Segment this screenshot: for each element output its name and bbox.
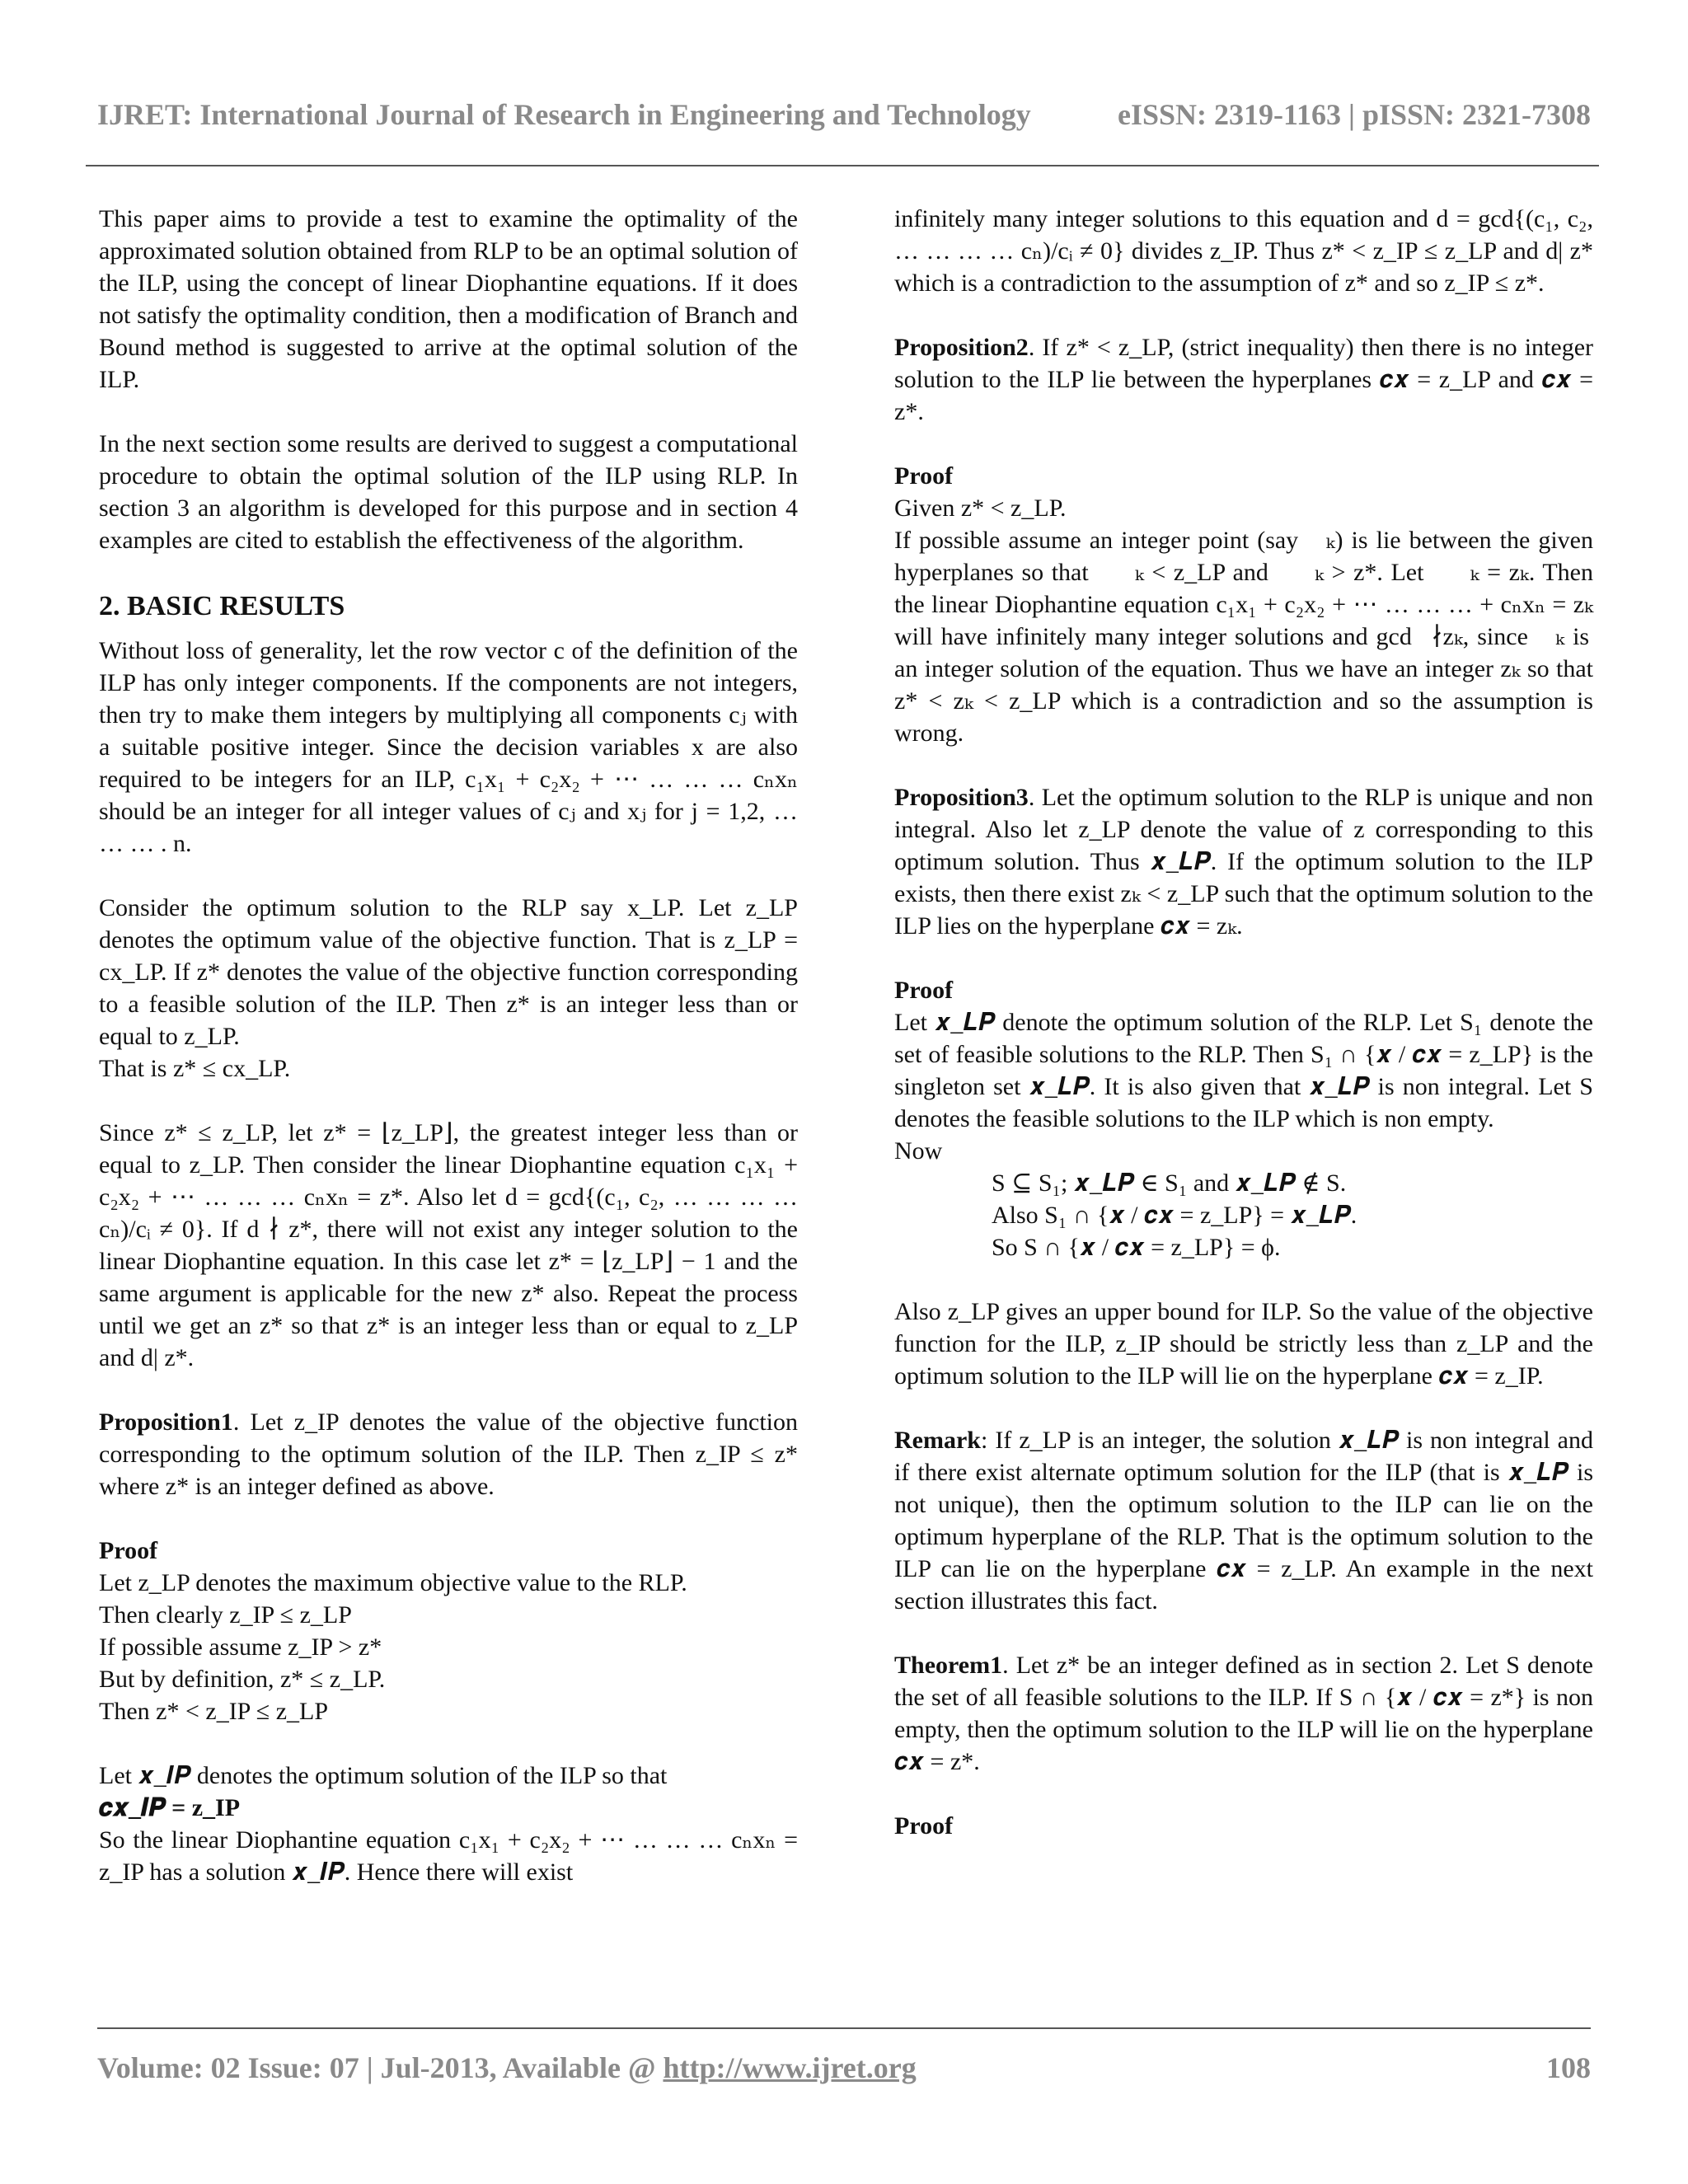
- proof-line: Then z* < z_IP ≤ z_LP: [99, 1698, 329, 1725]
- proof-2-body: [894, 492, 1593, 749]
- header-divider: [86, 165, 1599, 166]
- left-column: [99, 203, 798, 1888]
- paragraph-line: Consider the optimum solution to the RLP say x_LP. Let z_LP denotes the optimum value of the objective function. That is z_LP = cx_LP. If z* denotes the value of the objective function corresponding to a feasible solution of the ILP. Then z* is an integer less than or equal to z_LP.: [99, 894, 798, 1050]
- intro-paragraph: This paper aims to provide a test to examine the optimality of the approximated solution obtained from RLP to be an optimal solution of the ILP, using the concept of linear Diophantine equations. If it does not satisfy the optimality condition, then a modification of Branch and Bound method is suggested to arrive at the optimal solution of the ILP.: [99, 205, 798, 393]
- proposition-label: Proposition3: [894, 784, 1029, 811]
- proposition-text: . If z* < z_LP, (strict inequality) then there is no integer solution to the ILP lie between the hyperplanes 𝒄𝒙 = z_LP and 𝒄𝒙 = z*.: [894, 334, 1593, 425]
- proof-1-body: [99, 1567, 798, 1727]
- upper-bound-paragraph: Also z_LP gives an upper bound for ILP. So the value of the objective function for the ILP, z_IP should be strictly less than z_LP and the optimum solution to the ILP will lie on the hyperplane 𝒄𝒙 = z_IP.: [894, 1298, 1593, 1390]
- remark: [894, 1424, 1593, 1617]
- proof-line: If possible assume z_IP > z*: [99, 1633, 382, 1661]
- proof-heading: Proof: [894, 977, 954, 1004]
- optimum-solution-paragraph: [99, 892, 798, 1085]
- proof-line: So the linear Diophantine equation c₁x₁ + c₂x₂ + ⋯ … … … cₙxₙ = z_IP has a solution 𝒙_𝑰𝑷. Hence there will exist: [99, 1826, 798, 1886]
- volume-info: Volume: 02 Issue: 07 | Jul-2013, Available @: [97, 2051, 663, 2084]
- proof-heading: Proof: [894, 1812, 954, 1840]
- proof-line: Then clearly z_IP ≤ z_LP: [99, 1601, 352, 1629]
- section-heading: 2. BASIC RESULTS: [99, 591, 345, 621]
- theorem-label: Theorem1: [894, 1652, 1003, 1679]
- proof-3-body: [894, 1006, 1593, 1263]
- running-header: [97, 97, 1591, 132]
- theorem-text: . Let z* be an integer defined as in section 2. Let S denote the set of all feasible solutions to the ILP. If S ∩ {𝒙 / 𝒄𝒙 = z*} is non empty, then the optimum solution to the ILP will lie on the hyperplane 𝒄𝒙 = z*.: [894, 1652, 1593, 1775]
- proof-line: Let z_LP denotes the maximum objective value to the RLP.: [99, 1569, 687, 1596]
- proof-line: But by definition, z* ≤ z_LP.: [99, 1666, 386, 1693]
- proof-line: Let 𝒙_𝑳𝑷 denote the optimum solution of the RLP. Let S₁ denote the set of feasible solutions to the RLP. Then S₁ ∩ {𝒙 / 𝒄𝒙 = z_LP} is the singleton set 𝒙_𝑳𝑷. It is also given that 𝒙_𝑳𝑷 is non integral. Let S denotes the feasible solutions to the ILP which is non empty.: [894, 1009, 1593, 1132]
- proposition-text: . Let z_IP denotes the value of the objective function corresponding to the optimum solution of the ILP. Then z_IP ≤ z* where z* is an integer defined as above.: [99, 1408, 798, 1500]
- proof-line: 𝒄𝒙_𝑰𝑷 = z_IP: [99, 1794, 241, 1821]
- section-overview-paragraph: In the next section some results are derived to suggest a computational procedure to obtain the optimal solution of the ILP using RLP. In section 3 an algorithm is developed for this purpose and in section 4 examples are cited to establish the effectiveness of the algorithm.: [99, 430, 798, 554]
- proof-line: S ⊆ S₁; 𝒙_𝑳𝑷 ∈ S₁ and 𝒙_𝑳𝑷 ∉ S.: [992, 1169, 1347, 1197]
- remark-label: Remark: [894, 1427, 981, 1454]
- proof-line: Now: [894, 1137, 943, 1165]
- proof-1-continued: [99, 1760, 798, 1888]
- page-number: 108: [1546, 2051, 1591, 2084]
- proof-heading: Proof: [894, 462, 954, 490]
- proposition-text: . Let the optimum solution to the RLP is unique and non integral. Also let z_LP denote the value of z corresponding to this optimum solution. Thus 𝒙_𝑳𝑷. If the optimum solution to the ILP exists, then there exist zₖ < z_LP such that the optimum solution to the ILP lies on the hyperplane 𝒄𝒙 = zₖ.: [894, 784, 1593, 940]
- proposition-1: [99, 1406, 798, 1502]
- footer-divider: [97, 2027, 1591, 2029]
- journal-link[interactable]: http://www.ijret.org: [663, 2051, 917, 2084]
- paragraph-line: That is z* ≤ cx_LP.: [99, 1055, 291, 1082]
- proposition-3: [894, 781, 1593, 942]
- theorem-1: [894, 1649, 1593, 1778]
- proof-heading: Proof: [99, 1537, 158, 1564]
- generality-paragraph: Without loss of generality, let the row vector c of the definition of the ILP has only integer components. If the components are not integers, then try to make them integers by multiplying all components cⱼ with a suitable positive integer. Since the decision variables x are also required to be integers for an ILP, c₁x₁ + c₂x₂ + ⋯ … … … cₙxₙ should be an integer for all integer values of cⱼ and xⱼ for j = 1,2, … … … . n.: [99, 637, 798, 857]
- proof-line: So S ∩ {𝒙 / 𝒄𝒙 = z_LP} = ϕ.: [992, 1234, 1281, 1261]
- proposition-label: Proposition1: [99, 1408, 233, 1436]
- proof-line: Given z* < z_LP.: [894, 494, 1067, 522]
- issn-numbers: eISSN: 2319-1163 | pISSN: 2321-7308: [1118, 98, 1591, 131]
- proposition-label: Proposition2: [894, 334, 1029, 361]
- proposition-2: [894, 331, 1593, 428]
- diophantine-paragraph: Since z* ≤ z_LP, let z* = ⌊z_LP⌋, the greatest integer less than or equal to z_LP. Then consider the linear Diophantine equation c₁x₁ + c₂x₂ + ⋯ … … … cₙxₙ = z*. Also let d = gcd{(c₁, c₂, … … … … cₙ)/cᵢ ≠ 0}. If d ∤ z*, there will not exist any integer solution to the linear Diophantine equation. In this case let z* = ⌊z_LP⌋ − 1 and the same argument is applicable for the new z* also. Repeat the process until we get an z* so that z* is an integer less than or equal to z_LP and d| z*.: [99, 1119, 798, 1371]
- remark-text: : If z_LP is an integer, the solution 𝒙_𝑳𝑷 is non integral and if there exist alternate optimum solution for the ILP (that is 𝒙_𝑳𝑷 is not unique), then the optimum solution to the ILP can lie on the optimum hyperplane of the RLP. That is the optimum solution to the ILP can lie on the hyperplane 𝒄𝒙 = z_LP. An example in the next section illustrates this fact.: [894, 1427, 1593, 1615]
- proof-line: Let 𝒙_𝑰𝑷 denotes the optimum solution of the ILP so that: [99, 1762, 668, 1789]
- proof-line: If possible assume an integer point (say 𝒙ₖ) is lie between the given hyperplanes so that 𝒄𝒙ₖ < z_LP and 𝒄𝒙ₖ > z*. Let 𝒄𝒙ₖ = zₖ. Then the linear Diophantine equation c₁x₁ + c₂x₂ + ⋯ … … … + cₙxₙ = zₖ will have infinitely many integer solutions and gcd⃞∤zₖ, since 𝒙ₖ is an integer solution of the equation. Thus we have an integer zₖ so that z* < zₖ < z_LP which is a contradiction and so the assumption is wrong.: [894, 527, 1593, 747]
- proof-line: Also S₁ ∩ {𝒙 / 𝒄𝒙 = z_LP} = 𝒙_𝑳𝑷.: [992, 1202, 1357, 1229]
- journal-title: IJRET: International Journal of Research in Engineering and Technology: [97, 98, 1031, 131]
- proof-1-conclusion: infinitely many integer solutions to this equation and d = gcd{(c₁, c₂, … … … … cₙ)/cᵢ ≠ 0} divides z_IP. Thus z* < z_IP ≤ z_LP and d| z* which is a contradiction to the assumption of z* and so z_IP ≤ z*.: [894, 205, 1593, 297]
- running-footer: [97, 2050, 1591, 2085]
- right-column: [894, 203, 1593, 1842]
